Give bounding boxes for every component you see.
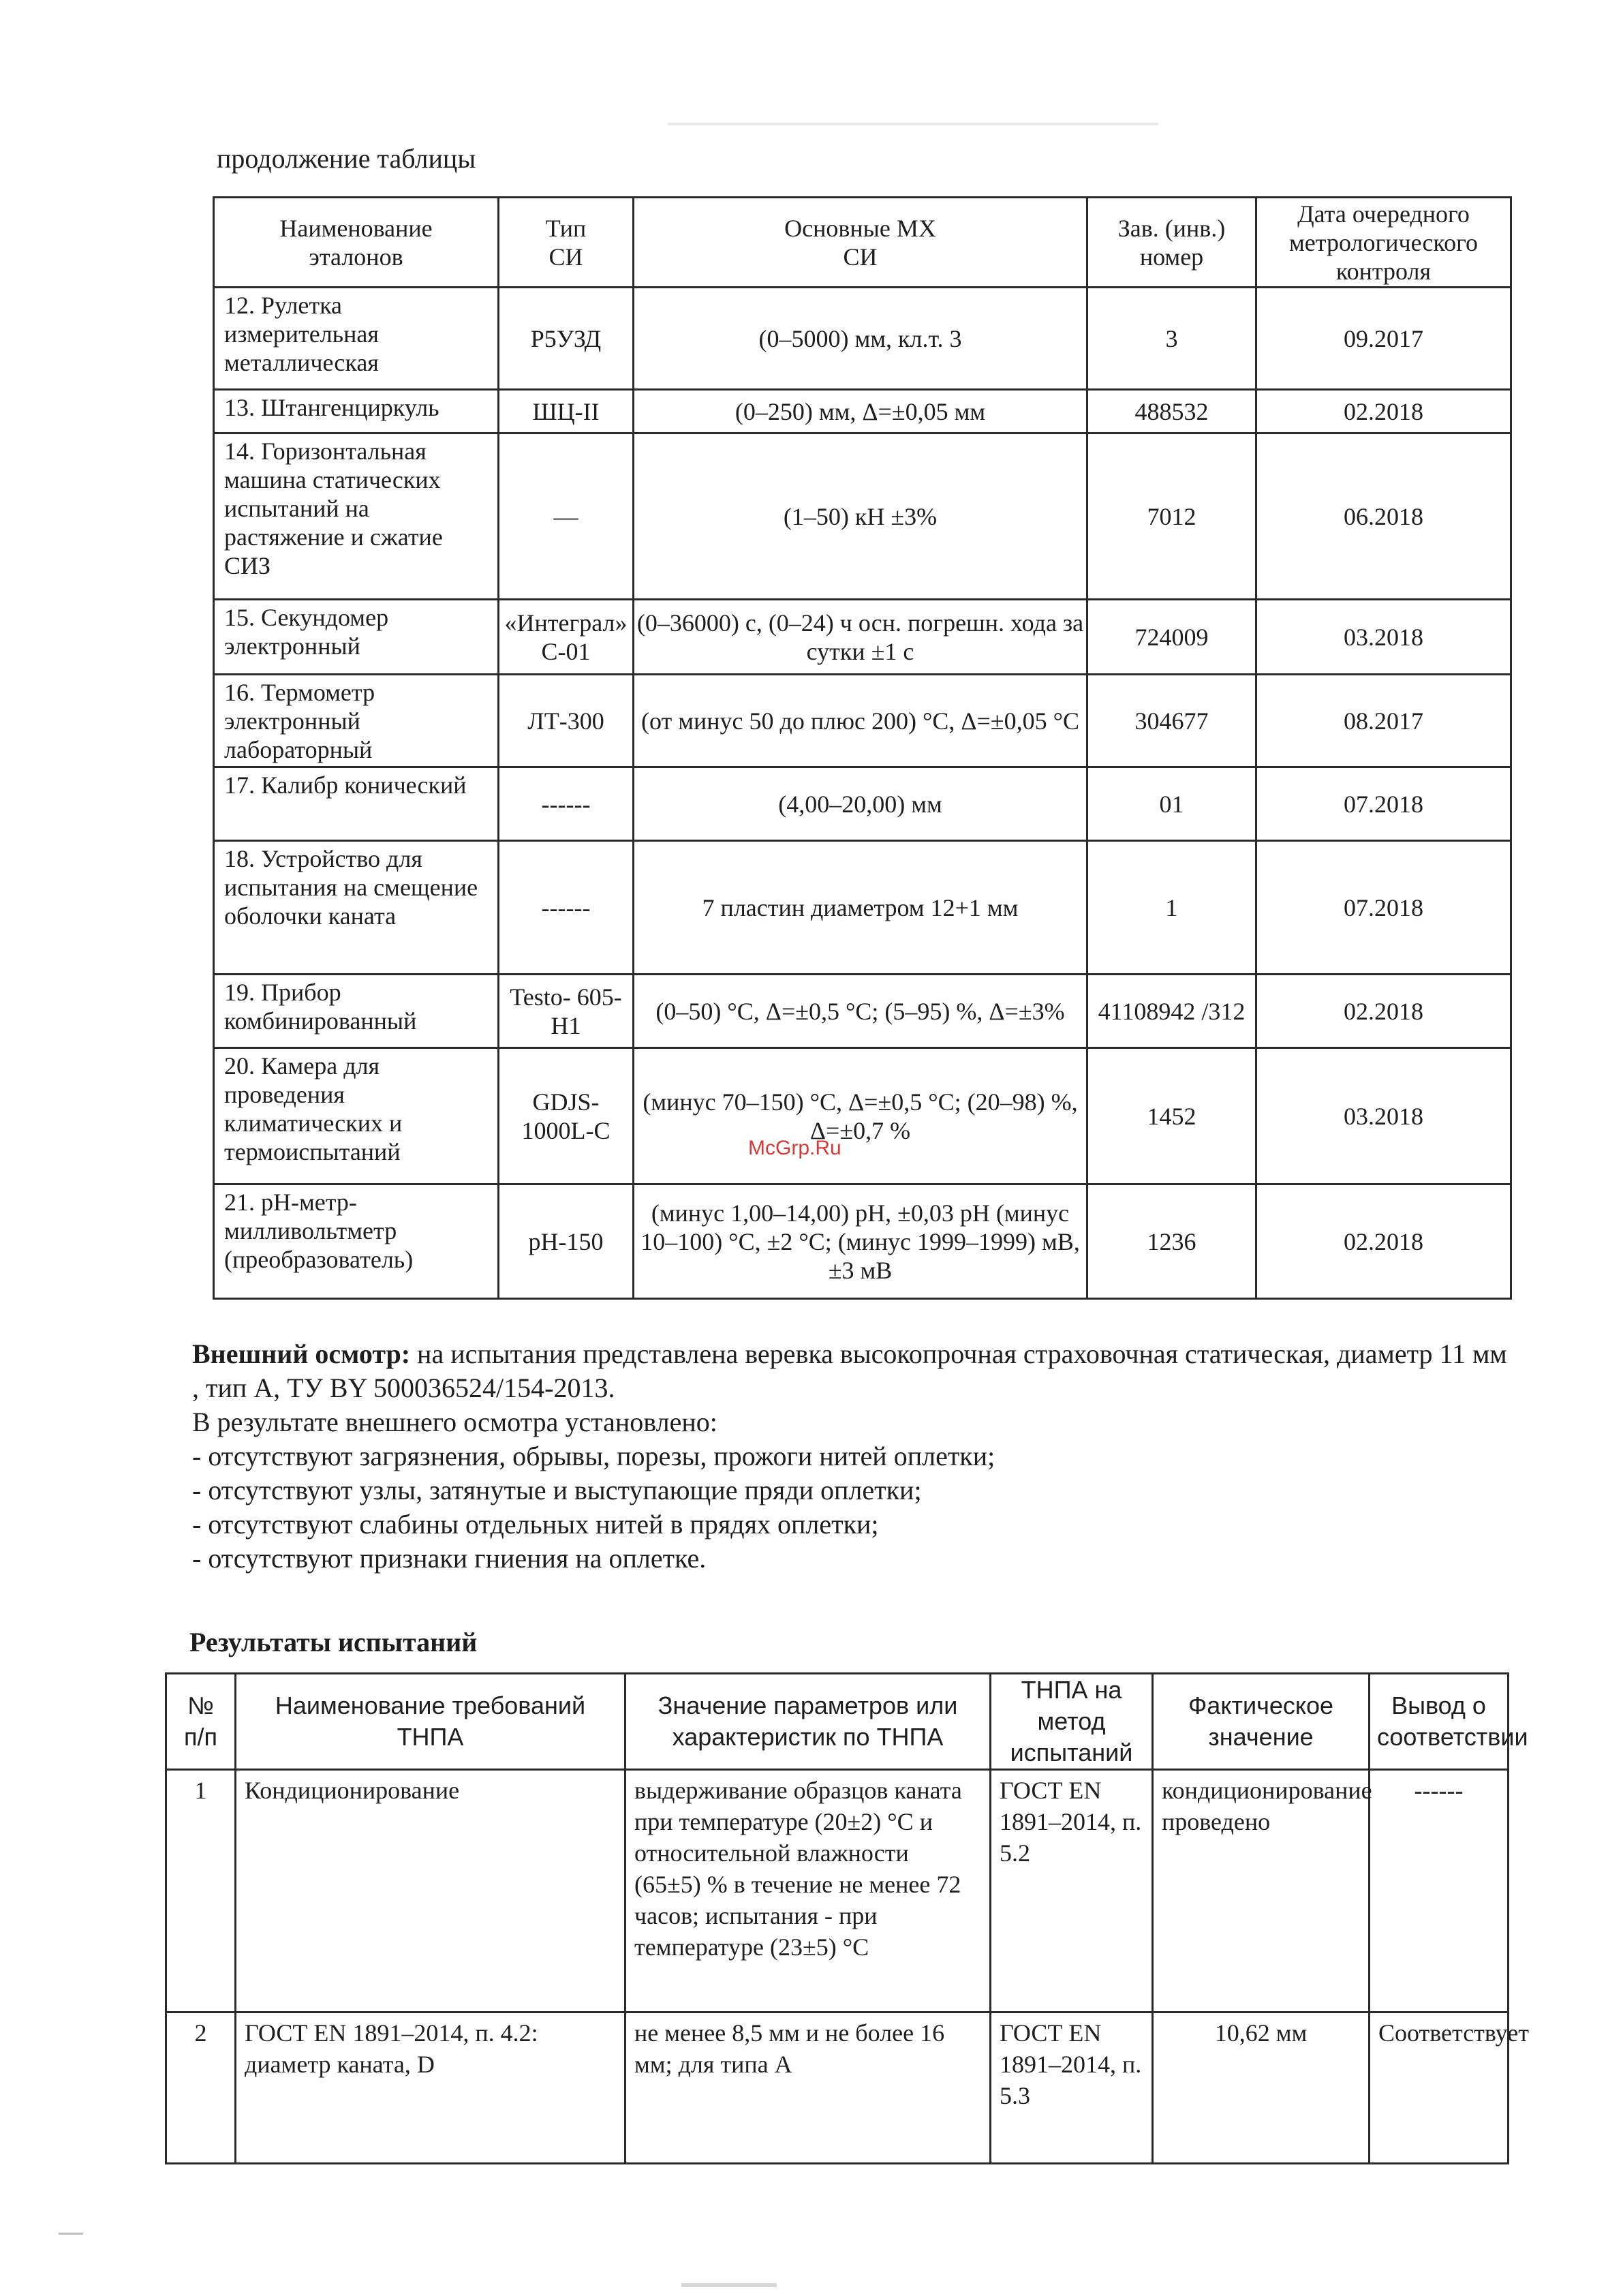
cell-req: ГОСТ EN 1891–2014, п. 4.2: диаметр каната, D	[236, 2012, 625, 2164]
cell-name: 20. Камера для проведения климатических и термоиспытаний	[214, 1048, 499, 1184]
cell-name: 16. Термометр электронный лабораторный	[214, 675, 499, 767]
cell-serial: 1452	[1087, 1048, 1256, 1184]
list-item: - отсутствуют слабины отдельных нитей в прядях оплетки;	[192, 1509, 879, 1540]
cell-type: Testo- 605-H1	[499, 975, 634, 1048]
cell-type: GDJS-1000L-C	[499, 1048, 634, 1184]
header-name: Наименование эталонов	[214, 198, 499, 288]
visual-inspection-label: Внешний осмотр:	[192, 1338, 411, 1369]
cell-mx: (4,00–20,00) мм	[634, 767, 1087, 841]
header-method: ТНПА на метод испытаний	[991, 1674, 1153, 1770]
cell-date: 02.2018	[1256, 1184, 1511, 1299]
cell-type: —	[499, 433, 634, 600]
cell-date: 09.2017	[1256, 288, 1511, 390]
standards-header-row	[214, 198, 1511, 288]
cell-date: 02.2018	[1256, 390, 1511, 433]
table-row	[214, 1184, 1511, 1299]
header-mx: Основные МХ СИ	[634, 198, 1087, 288]
cell-mx: (0–5000) мм, кл.т. 3	[634, 288, 1087, 390]
cell-serial: 01	[1087, 767, 1256, 841]
cell-name: 21. pH-метр-милливольтметр (преобразователь)	[214, 1184, 499, 1299]
table-row	[214, 767, 1511, 841]
results-title: Результаты испытаний	[189, 1627, 478, 1657]
cell-mx: (1–50) кН ±3%	[634, 433, 1087, 600]
cell-name: 17. Калибр конический	[214, 767, 499, 841]
table-continuation-caption: продолжение таблицы	[217, 143, 476, 174]
table-row	[214, 288, 1511, 390]
cell-name: 15. Секундомер электронный	[214, 600, 499, 675]
cell-type: Р5УЗД	[499, 288, 634, 390]
visual-inspection-intro	[192, 1337, 1514, 1405]
list-item: - отсутствуют узлы, затянутые и выступающие пряди оплетки;	[192, 1475, 922, 1505]
cell-conclusion: Соответствует	[1370, 2012, 1509, 2164]
cell-mx: (от минус 50 до плюс 200) °С, Δ=±0,05 °С	[634, 675, 1087, 767]
cell-type: ------	[499, 767, 634, 841]
cell-date: 08.2017	[1256, 675, 1511, 767]
cell-serial: 724009	[1087, 600, 1256, 675]
cell-num: 1	[166, 1770, 236, 2012]
cell-name: 13. Штангенциркуль	[214, 390, 499, 433]
table-row	[214, 390, 1511, 433]
table-row	[166, 2012, 1509, 2164]
cell-type: «Интеграл» С-01	[499, 600, 634, 675]
table-row	[214, 675, 1511, 767]
header-req: Наименование требований ТНПА	[236, 1674, 625, 1770]
cell-req: Кондиционирование	[236, 1770, 625, 2012]
header-conclusion: Вывод о соответствии	[1370, 1674, 1509, 1770]
header-params: Значение параметров или характеристик по ТНПА	[625, 1674, 991, 1770]
table-row	[214, 1048, 1511, 1184]
cell-mx: (0–250) мм, Δ=±0,05 мм	[634, 390, 1087, 433]
cell-method: ГОСТ EN 1891–2014, п. 5.2	[991, 1770, 1153, 2012]
cell-date: 03.2018	[1256, 600, 1511, 675]
cell-date: 07.2018	[1256, 841, 1511, 975]
cell-serial: 3	[1087, 288, 1256, 390]
cell-serial: 488532	[1087, 390, 1256, 433]
header-type: Тип СИ	[499, 198, 634, 288]
cell-serial: 1	[1087, 841, 1256, 975]
cell-type: ------	[499, 841, 634, 975]
results-table	[165, 1672, 1529, 2164]
header-serial: Зав. (инв.) номер	[1087, 198, 1256, 288]
cell-name: 12. Рулетка измерительная металлическая	[214, 288, 499, 390]
cell-date: 03.2018	[1256, 1048, 1511, 1184]
cell-name: 14. Горизонтальная машина статических испытаний на растяжение и сжатие СИЗ	[214, 433, 499, 600]
watermark: MсGrp.Ru	[748, 1137, 841, 1159]
scan-artifact-top	[668, 123, 1158, 125]
visual-inspection-text: на испытания представлена веревка высокопрочная страховочная статическая, диаметр 11 мм , тип А, ТУ BY 500036524/154-2013.	[192, 1338, 1507, 1403]
list-item: - отсутствуют признаки гниения на оплетке.	[192, 1543, 707, 1574]
list-item: - отсутствуют загрязнения, обрывы, порезы, прожоги нитей оплетки;	[192, 1441, 995, 1471]
header-date: Дата очередного метрологического контроля	[1256, 198, 1511, 288]
table-row	[214, 600, 1511, 675]
cell-serial: 7012	[1087, 433, 1256, 600]
cell-num: 2	[166, 2012, 236, 2164]
table-row	[214, 433, 1511, 600]
scan-artifact-left	[59, 2233, 83, 2235]
cell-name: 18. Устройство для испытания на смещение оболочки каната	[214, 841, 499, 975]
table-row	[214, 975, 1511, 1048]
cell-method: ГОСТ EN 1891–2014, п. 5.3	[991, 2012, 1153, 2164]
cell-mx: (минус 70–150) °С, Δ=±0,5 °С; (20–98) %, Δ=±0,7 %	[634, 1048, 1087, 1184]
cell-type: pH-150	[499, 1184, 634, 1299]
cell-actual: кондиционирование проведено	[1153, 1770, 1370, 2012]
cell-params: выдерживание образцов каната при температуре (20±2) °С и относительной влажности (65±5) % в течение не менее 72 часов; испытания - при температуре (23±5) °С	[625, 1770, 991, 2012]
cell-name: 19. Прибор комбинированный	[214, 975, 499, 1048]
table-row	[214, 841, 1511, 975]
visual-inspection-section	[192, 1337, 1514, 1576]
results-header-row	[166, 1674, 1509, 1770]
cell-params: не менее 8,5 мм и не более 16 мм; для типа А	[625, 2012, 991, 2164]
cell-serial: 41108942 /312	[1087, 975, 1256, 1048]
standards-table	[213, 196, 1512, 1300]
cell-mx: 7 пластин диаметром 12+1 мм	[634, 841, 1087, 975]
cell-actual: 10,62 мм	[1153, 2012, 1370, 2164]
cell-date: 06.2018	[1256, 433, 1511, 600]
cell-mx: (0–50) °С, Δ=±0,5 °С; (5–95) %, Δ=±3%	[634, 975, 1087, 1048]
table-row	[166, 1770, 1509, 2012]
cell-serial: 304677	[1087, 675, 1256, 767]
cell-conclusion: ------	[1370, 1770, 1509, 2012]
header-num: № п/п	[166, 1674, 236, 1770]
cell-mx: (минус 1,00–14,00) pH, ±0,03 pH (минус 10–100) °С, ±2 °С; (минус 1999–1999) мВ, ±3 мВ	[634, 1184, 1087, 1299]
cell-serial: 1236	[1087, 1184, 1256, 1299]
header-actual: Фактическое значение	[1153, 1674, 1370, 1770]
cell-date: 02.2018	[1256, 975, 1511, 1048]
cell-mx: (0–36000) с, (0–24) ч осн. погрешн. хода за сутки ±1 с	[634, 600, 1087, 675]
cell-type: ШЦ-II	[499, 390, 634, 433]
cell-date: 07.2018	[1256, 767, 1511, 841]
cell-type: ЛТ-300	[499, 675, 634, 767]
visual-inspection-result-intro: В результате внешнего осмотра установлено:	[192, 1407, 717, 1437]
scan-artifact-bottom	[681, 2283, 777, 2287]
